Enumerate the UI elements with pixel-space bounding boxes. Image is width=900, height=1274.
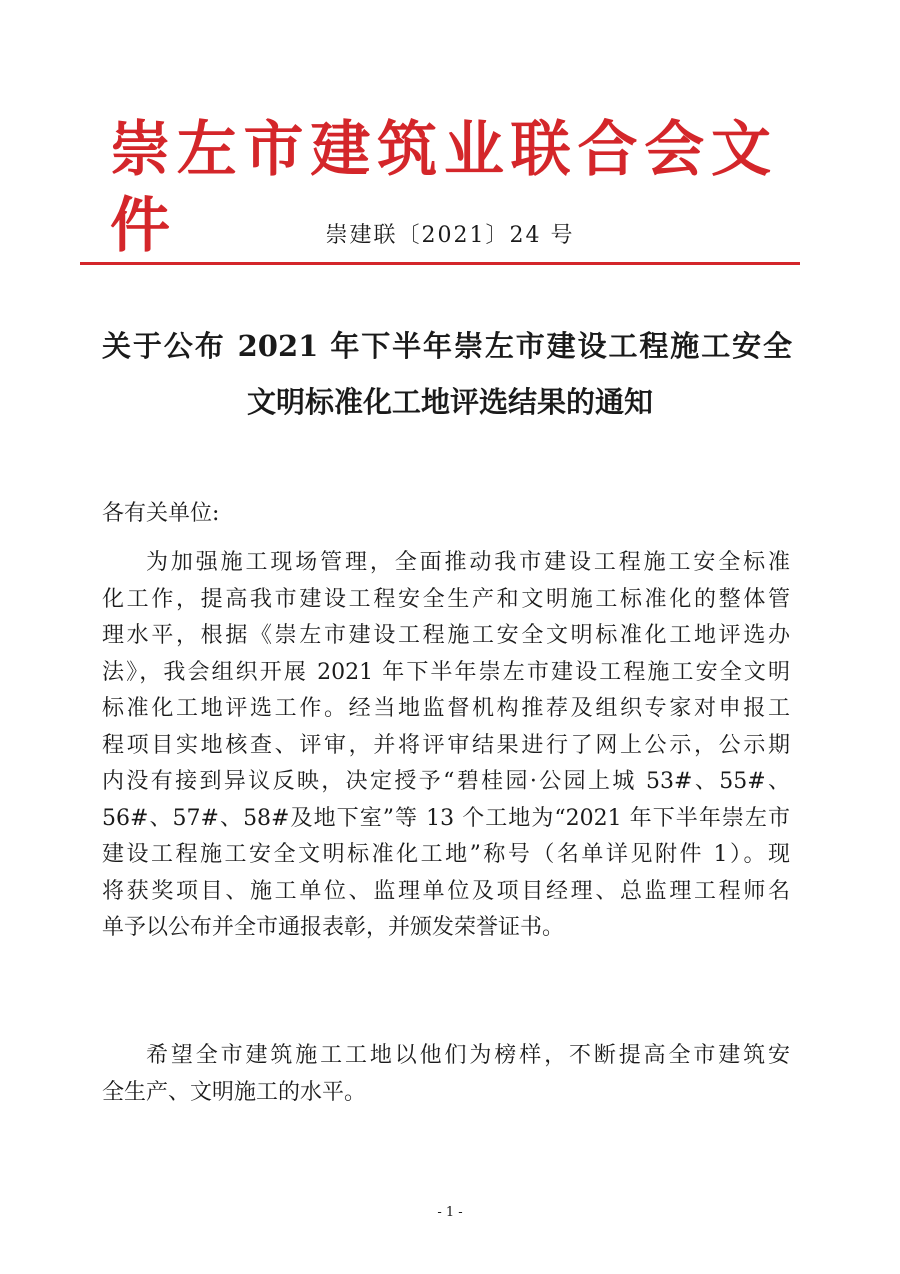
notice-title-line-1: 关于公布 2021 年下半年崇左市建设工程施工安全 [102,329,792,363]
paragraph-line: 希望全市建筑施工工地以他们为榜样，不断提高全市建筑安 [146,1043,790,1068]
paragraph-line: 建设工程施工安全文明标准化工地”称号（名单详见附件 1）。现 [102,842,790,867]
notice-title-line-2: 文明标准化工地评选结果的通知 [246,385,653,419]
salutation: 各有关单位: [102,501,220,526]
paragraph-line: 理水平，根据《崇左市建设工程施工安全文明标准化工地评选办 [102,623,790,648]
paragraph-line: 单予以公布并全市通报表彰，并颁发荣誉证书。 [102,915,565,940]
document-number: 崇建联〔2021〕24 号 [325,223,575,248]
paragraph-line: 56#、57#、58#及地下室”等 13 个工地为“2021 年下半年崇左市 [102,805,790,831]
paragraph-line: 法》，我会组织开展 2021 年下半年崇左市建设工程施工安全文明 [102,659,790,685]
org-letterhead-title: 崇左市建筑业联合会文件 [110,115,775,261]
paragraph-line: 程项目实地核查、评审，并将评审结果进行了网上公示，公示期 [102,732,790,758]
paragraph-line: 内没有接到异议反映，决定授予“碧桂园·公园上城 53#、55#、 [102,769,790,794]
paragraph-line: 化工作，提高我市建设工程安全生产和文明施工标准化的整体管 [102,586,790,612]
page-number: - 1 - [437,1205,463,1220]
paragraph-line: 标准化工地评选工作。经当地监督机构推荐及组织专家对申报工 [102,696,790,721]
paragraph-line: 为加强施工现场管理，全面推动我市建设工程施工安全标准 [146,550,790,575]
red-divider [80,262,800,265]
paragraph-line: 将获奖项目、施工单位、监理单位及项目经理、总监理工程师名 [102,878,790,904]
paragraph-line: 全生产、文明施工的水平。 [102,1079,367,1105]
